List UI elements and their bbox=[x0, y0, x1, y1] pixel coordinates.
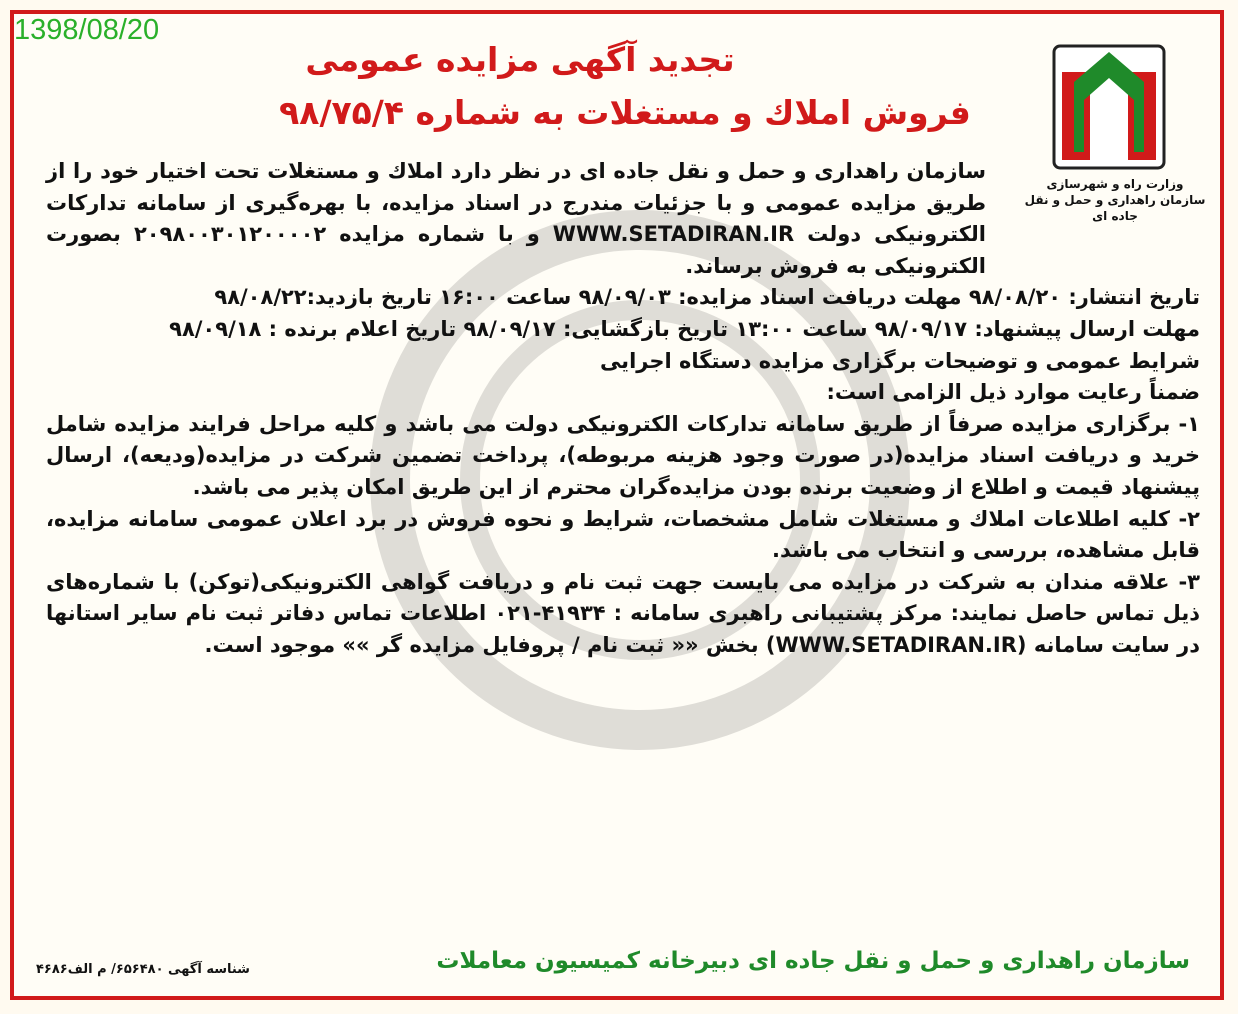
intro-paragraph: سازمان راهداری و حمل و نقل جاده ای در نظر دارد املاك و مستغلات تحت اختیار خود را از طریق مزایده عمومی و با جزئیات مندرج در اسناد مزایده، با بهره‌گیری از سامانه تدارکات الکترونیکی دولت WWW.SETADIRAN.IR و با شماره مزایده ۲۰۹۸۰۰۳۰۱۲۰۰۰۰۲ بصورت الکترونیکی به فروش برساند. bbox=[46, 159, 987, 278]
notice-title: تجدید آگهی مزایده عمومی bbox=[305, 40, 735, 79]
list-item: ۳- علاقه مندان به شرکت در مزایده می بایست جهت ثبت نام و دریافت گواهی الکترونیکی(توکن) با شماره‌های ذیل تماس حاصل نمایند: مرکز پشتیبانی راهبری سامانه : ۴۱۹۳۴-۰۲۱ اطلاعات تماس دفاتر ثبت نام سایر استانها در سایت سامانه (WWW.SETADIRAN.IR) بخش «« ثبت نام / پروفایل مزایده گر »» موجود است. bbox=[46, 569, 1200, 657]
footer-organization: سازمان راهداری و حمل و نقل جاده ای دبیرخانه کمیسیون معاملات bbox=[436, 948, 1190, 974]
logo-caption-org: سازمان راهداری و حمل و نقل جاده ای bbox=[1024, 193, 1206, 223]
dates-line-2: مهلت ارسال پیشنهاد: ۹۸/۰۹/۱۷ ساعت ۱۳:۰۰ تاریخ بازگشایی: ۹۸/۰۹/۱۷ تاریخ اعلام برنده : ۹۸/۰۹/۱۸ bbox=[169, 316, 1200, 341]
dates-line-1: تاریخ انتشار: ۹۸/۰۸/۲۰ مهلت دریافت اسناد مزایده: ۹۸/۰۹/۰۳ ساعت ۱۶:۰۰ تاریخ بازدید:۹۸/۰۸/۲۲ bbox=[214, 285, 1200, 310]
requirements-note: ضمناً رعایت موارد ذیل الزامی است: bbox=[826, 380, 1200, 405]
ad-id: شناسه آگهی ۶۵۶۴۸۰/ م الف۴۶۸۶ bbox=[36, 962, 250, 977]
list-item: ۱- برگزاری مزایده صرفاً از طریق سامانه تدارکات الکترونیکی دولت می باشد و کلیه مراحل فرایند مزایده شامل خرید و دریافت اسناد مزایده(در صورت وجود هزینه مربوطه)، پرداخت تضمین شرکت در مزایده(ودیعه)، ارسال پیشنهاد قیمت و اطلاع از وضعیت برنده بودن مزایده‌گران محترم از این طریق امکان پذیر می باشد. bbox=[46, 411, 1200, 499]
notice-body bbox=[46, 156, 1200, 662]
logo-caption-ministry: وزارت راه و شهرسازی bbox=[1046, 177, 1184, 191]
date-stamp: 1398/08/20 bbox=[14, 14, 160, 46]
list-item: ۲- کلیه اطلاعات املاك و مستغلات شامل مشخصات، شرایط و نحوه فروش در برد اعلان عمومی سامانه مزایده، قابل مشاهده، بررسی و انتخاب می باشد. bbox=[46, 506, 1200, 563]
conditions-heading: شرایط عمومی و توضیحات برگزاری مزایده دستگاه اجرایی bbox=[599, 348, 1200, 373]
notice-subtitle: فروش املاك و مستغلات به شماره ۹۸/۷۵/۴ bbox=[279, 93, 971, 132]
ministry-logo-icon bbox=[1050, 42, 1168, 172]
